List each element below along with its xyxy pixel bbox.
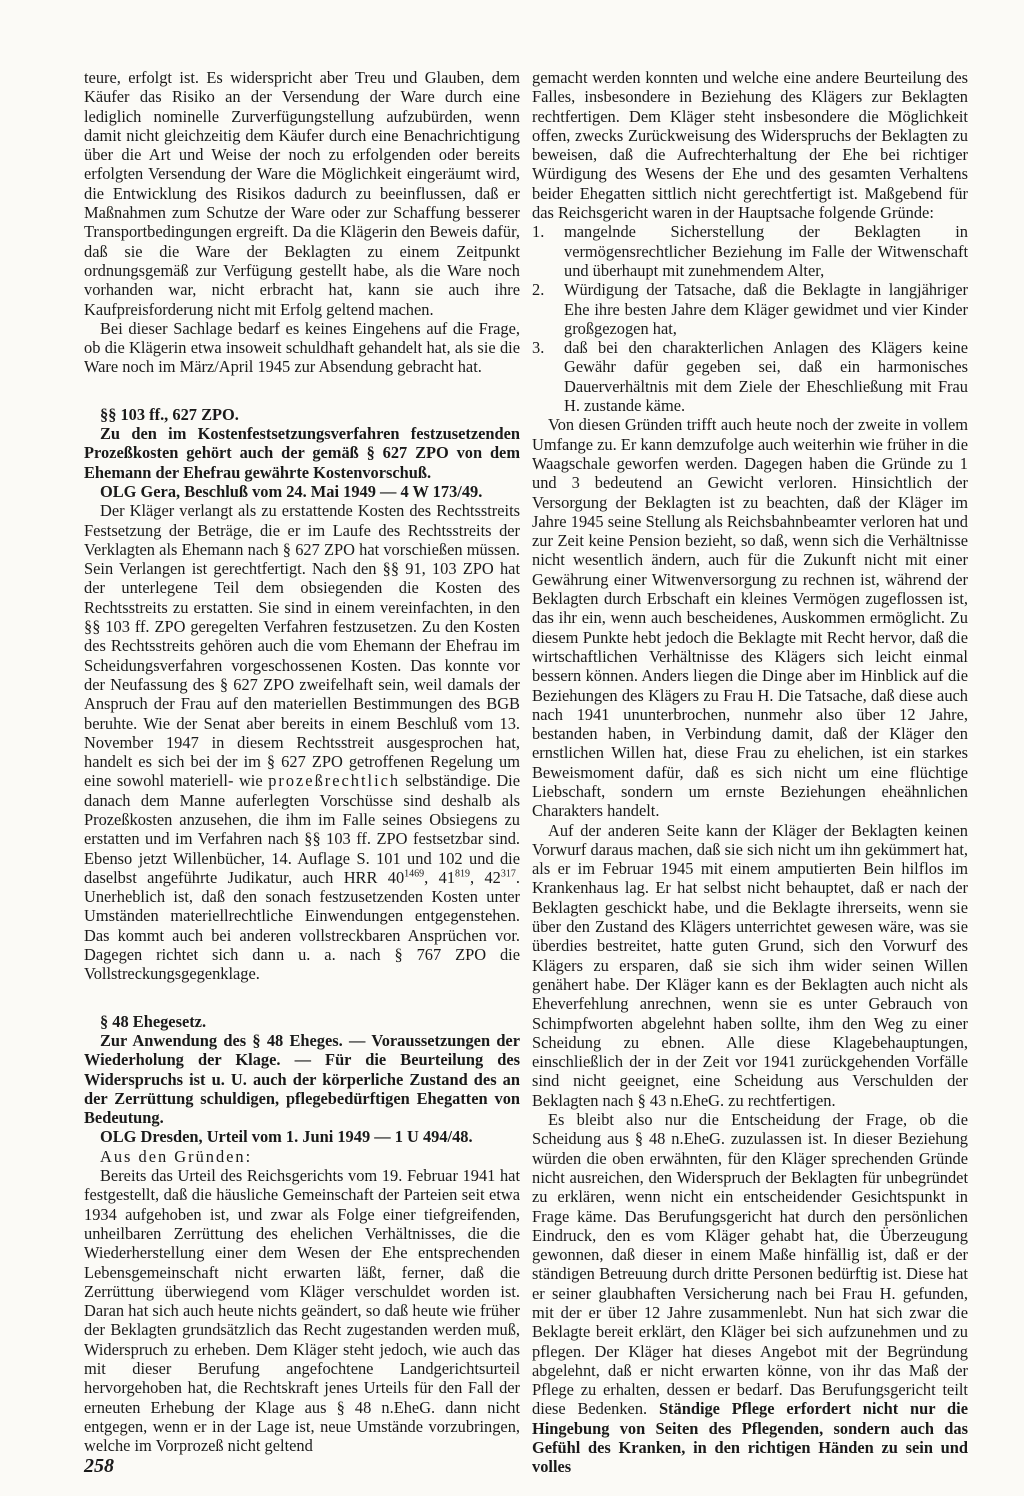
page-number: 258: [84, 1455, 114, 1477]
list-item: 1. mangelnde Sicherstellung der Beklagten in vermögensrechtlicher Beziehung im Falle der Witwenschaft und überhaupt mit zunehmendem Alter,: [532, 222, 968, 280]
list-item: 3. daß bei den charakterlichen Anlagen des Klägers keine Gewähr dafür gegeben sei, daß ein harmonisches Dauerverhältnis mit dem Ziele der Eheschließung mit Frau H. zustande käme.: [532, 338, 968, 416]
paragraph: gemacht werden konnten und welche eine andere Beurteilung des Falles, insbesondere in Beziehung des Klägers zur Beklagten rechtfertigen. Dem Kläger steht insbesondere die Möglichkeit offen, zwecks Zurückweisung des Widerspruchs der Beklagten zu beweisen, daß die Aufrechterhaltung der Ehe bei richtiger Würdigung des Wesens der Ehe und des gesamten Verhaltens beider Ehegatten sittlich nicht gerechtfertigt ist. Maßgebend für das Reichsgericht waren in der Hauptsache folgende Gründe:: [532, 68, 968, 223]
superscript: 317: [500, 868, 516, 880]
superscript: 1469: [404, 868, 425, 880]
court-citation: OLG Gera, Beschluß vom 24. Mai 1949 — 4 W 173/49.: [100, 481, 483, 501]
emphasis-text: prozeßrechtlich: [268, 771, 401, 791]
paragraph: Bereits das Urteil des Reichsgerichts vom 19. Februar 1941 hat festgestellt, daß die häusliche Gemeinschaft der Parteien seit etwa 1934 aufgehoben ist, und zwar als Folge einer tiefgreifenden, unheilbaren Zerrüttung des ehelichen Verhältnisses, die die Wiederherstellung einer dem Wesen der Ehe entsprechenden Lebensgemeinschaft nicht erwarten läßt, ferner, daß die Zerrüttung überwiegend vom Kläger verschuldet worden ist. Daran hat sich auch heute nichts geändert, so daß heute wie früher der Beklagten grundsätzlich das Recht zugestanden werden muß, Widerspruch zu erheben. Dem Kläger steht jedoch, wie auch das mit dieser Berufung angefochtene Landgerichtsurteil hervorgehoben hat, die Rechtskraft jenes Urteils für den Fall der erneuten Erhebung der Klage aus § 48 n.EheG. dann nicht entgegen, wenn er in der Lage ist, neue Umstände vorzubringen, welche im Vorprozeß nicht geltend: [84, 1166, 520, 1456]
paragraph: Auf der anderen Seite kann der Kläger der Beklagten keinen Vorwurf daraus machen, daß sie sich nicht um ihn gekümmert hat, als er im Februar 1945 mit einem amputierten Bein hilflos im Krankenhaus lag. Er hat selbst nicht behauptet, daß er nach der Beklagten geschickt habe, und die Beklagte ihrerseits, wenn sie über den Zustand des Klägers unterrichtet gewesen wäre, was sie überdies bestreitet, hatte guten Grund, sich den Vorwurf des Klägers zu ersparen, daß sie sich ihm wider seinen Willen genähert habe. Der Kläger kann es der Beklagten auch nicht als Eheverfehlung anrechnen, wenn sie es unter Gebrauch von Schimpfworten abgelehnt haben sollte, ihm den Weg zu einer Scheidung zu ebnen. Alle diese Klagebehauptungen, einschließlich der in der Zeit vor 1941 zurückgehenden Vorfälle sind nicht geeignet, eine Scheidung aus Verschulden der Beklagten nach § 43 n.EheG. zu rechtfertigen.: [532, 820, 968, 1110]
list-item: 2. Würdigung der Tatsache, daß die Beklagte in langjähriger Ehe ihre besten Jahre dem Kläger gewidmet und vier Kinder großgezogen hat,: [532, 280, 968, 338]
right-column: [532, 68, 968, 1477]
paragraph: Es bleibt also nur die Entscheidung der Frage, ob die Scheidung aus § 48 n.EheG. zuzulassen ist. In dieser Beziehung würden die oben erwähnten, für den Kläger sprechenden Gründe nicht ausreichen, den Widerspruch der Beklagten für unbegründet zu erklären, wenn nicht ein entscheidender Gesichtspunkt in Frage käme. Das Berufungsgericht hat durch den persönlichen Eindruck, den es vom Kläger gehabt hat, die Überzeugung gewonnen, daß dieser in einem Maße hinfällig ist, daß er der ständigen Betreuung durch dritte Personen bedürftig ist. Diese hat er seiner glaubhaften Versicherung nach bei Frau H. gefunden, mit der er über 12 Jahre zusammenlebt. Nun hat sich zwar die Beklagte bereit erklärt, den Kläger bei sich aufzunehmen und zu pflegen. Der Kläger hat dieses Angebot mit der Begründung abgelehnt, daß er nicht erwarten könne, von ihr das Maß der Pflege zu erhalten, dessen er bedarf. Das Berufungsgericht teilt diese Bedenken. Ständige Pflege erfordert nicht nur die Hingebung von Seiten des Pflegenden, sondern auch das Gefühl des Kranken, in den richtigen Händen zu sein und volles: [532, 1110, 968, 1477]
paragraph: teure, erfolgt ist. Es widerspricht aber Treu und Glauben, dem Käufer das Risiko an der Versendung der Ware durch eine lediglich nominelle Zurverfügungstellung aufzubürden, wenn damit nicht gleichzeitig dem Käufer durch eine Benachrichtigung über die Art und Weise der noch zu erfolgenden oder bereits erfolgten Versendung der Ware die Möglichkeit eingeräumt wird, die Entwicklung des Risikos dadurch zu beeinflussen, daß er Maßnahmen zum Schutze der Ware oder zur Schaffung besserer Transportbedingungen ergreift. Da die Klägerin den Beweis dafür, daß sie die Ware der Beklagten zu einem Zeitpunkt ordnungsgemäß zur Verfügung gestellt habe, als die Ware noch vorhanden war, nicht erbracht hat, kann sie auch ihre Kaufpreisforderung nicht mit Erfolg geltend machen.: [84, 68, 520, 319]
grounds-list: [532, 222, 968, 415]
headnote: Zur Anwendung des § 48 Eheges. — Voraussetzungen der Wiederholung der Klage. — Für die Beurteilung des Widerspruchs ist u. U. auch der körperliche Zustand des an der Zerrüttung schuldigen, pflegebedürftigen Ehegatten von Bedeutung.: [84, 1030, 520, 1128]
superscript: 819: [455, 868, 471, 880]
paragraph: Bei dieser Sachlage bedarf es keines Eingehens auf die Frage, ob die Klägerin etwa insoweit schuldhaft gehandelt hat, als sie die Ware noch im März/April 1945 zur Absendung gebracht hat.: [84, 318, 520, 377]
left-column: [84, 68, 520, 1455]
paragraph: Von diesen Gründen trifft auch heute noch der zweite in vollem Umfange zu. Er kann demzufolge auch weiterhin wie früher in die Waagschale geworfen werden. Dagegen haben die Gründe zu 1 und 3 bedeutend an Gewicht verloren. Hinsichtlich der Versorgung der Beklagten ist zu beachten, daß der Kläger im Jahre 1945 seine Stellung als Reichsbahnbeamter verloren hat und zur Zeit keine Pension bezieht, so daß, wenn sich die Verhältnisse nicht wesentlich ändern, auch für die Zukunft nicht mit einer Gewährung einer Witwenversorgung zu rechnen ist, während der Beklagten durch Erbschaft ein kleines Vermögen zugeflossen ist, das ihr ein, wenn auch bescheidenes, Auskommen ermöglicht. Zu diesem Punkte hebt jedoch die Beklagte mit Recht hervor, daß die wirtschaftlichen Verhältnisse des Klägers sich leicht einmal bessern können. Anders liegen die Dinge aber im Hinblick auf die Beziehungen des Klägers zu Frau H. Die Tatsache, daß diese auch nach 1941 ununterbrochen, nunmehr also über 12 Jahre, bestanden haben, in Verbindung damit, daß der Kläger den ernstlichen Willen hat, diese Frau zu ehelichen, ist ein starkes Beweismoment dafür, daß es sich nicht um eine flüchtige Liebschaft, sondern um ernste Beziehungen eheähnlichen Charakters handelt.: [532, 415, 968, 821]
headnote: Zu den im Kostenfestsetzungsverfahren festzusetzenden Prozeßkosten gehört auch der gemäß § 627 ZPO von dem Ehemann der Ehefrau gewährte Kostenvorschuß.: [84, 424, 520, 482]
emphasis-text: Ständige Pflege erfordert nicht nur die Hingebung von Seiten des Pflegenden, sondern auch das Gefühl des Kranken, in den richtigen Händen zu sein und volles: [532, 1399, 968, 1477]
section-reference: §§ 103 ff., 627 ZPO.: [100, 404, 239, 424]
section-intro: Aus den Gründen:: [100, 1146, 253, 1166]
section-reference: § 48 Ehegesetz.: [100, 1011, 207, 1031]
paragraph: Der Kläger verlangt als zu erstattende Kosten des Rechtsstreits Festsetzung der Beträge, die er im Laufe des Rechtsstreits der Verklagten als Ehemann nach § 627 ZPO hat vorschießen müssen. Sein Verlangen ist gerechtfertigt. Nach den §§ 91, 103 ZPO hat der unterlegene Teil dem obsiegenden die Kosten des Rechtsstreits zu erstatten. Sie sind in einem vereinfachten, in den §§ 103 ff. ZPO geregelten Verfahren festzusetzen. Zu den Kosten des Rechtsstreits gehören auch die vom Ehemann der Ehefrau im Scheidungsverfahren vorgeschossenen Kosten. Das konnte vor der Neufassung des § 627 ZPO zweifelhaft sein, weil damals der Anspruch der Frau auf den materiellen Bestimmungen des BGB beruhte. Wie der Senat aber bereits in einem Beschluß vom 13. November 1947 in diesem Rechtsstreit ausgesprochen hat, handelt es sich bei der im § 627 ZPO getroffenen Regelung um eine sowohl materiell- wie prozeßrechtlich selbständige. Die danach dem Manne auferlegten Vorschüsse sind deshalb als Prozeßkosten anzusehen, die ihm im Falle seines Obsiegens zu erstatten und im Verfahren nach §§ 103 ff. ZPO festsetzbar sind. Ebenso jetzt Willenbücher, 14. Auflage S. 101 und 102 und die daselbst angeführte Judikatur, auch HRR $40^{1469}$, $41^{819}$, $42^{317}$. Unerheblich ist, daß den sonach festzusetzenden Kosten unter Umständen materiellrechtliche Einwendungen entgegenstehen. Das kommt auch bei anderen vollstreckbaren Ansprüchen vor. Dagegen richtet sich dann u. a. nach § 767 ZPO die Vollstreckungsgegenklage.: [84, 501, 520, 984]
court-citation: OLG Dresden, Urteil vom 1. Juni 1949 — 1 U 494/48.: [100, 1127, 473, 1147]
